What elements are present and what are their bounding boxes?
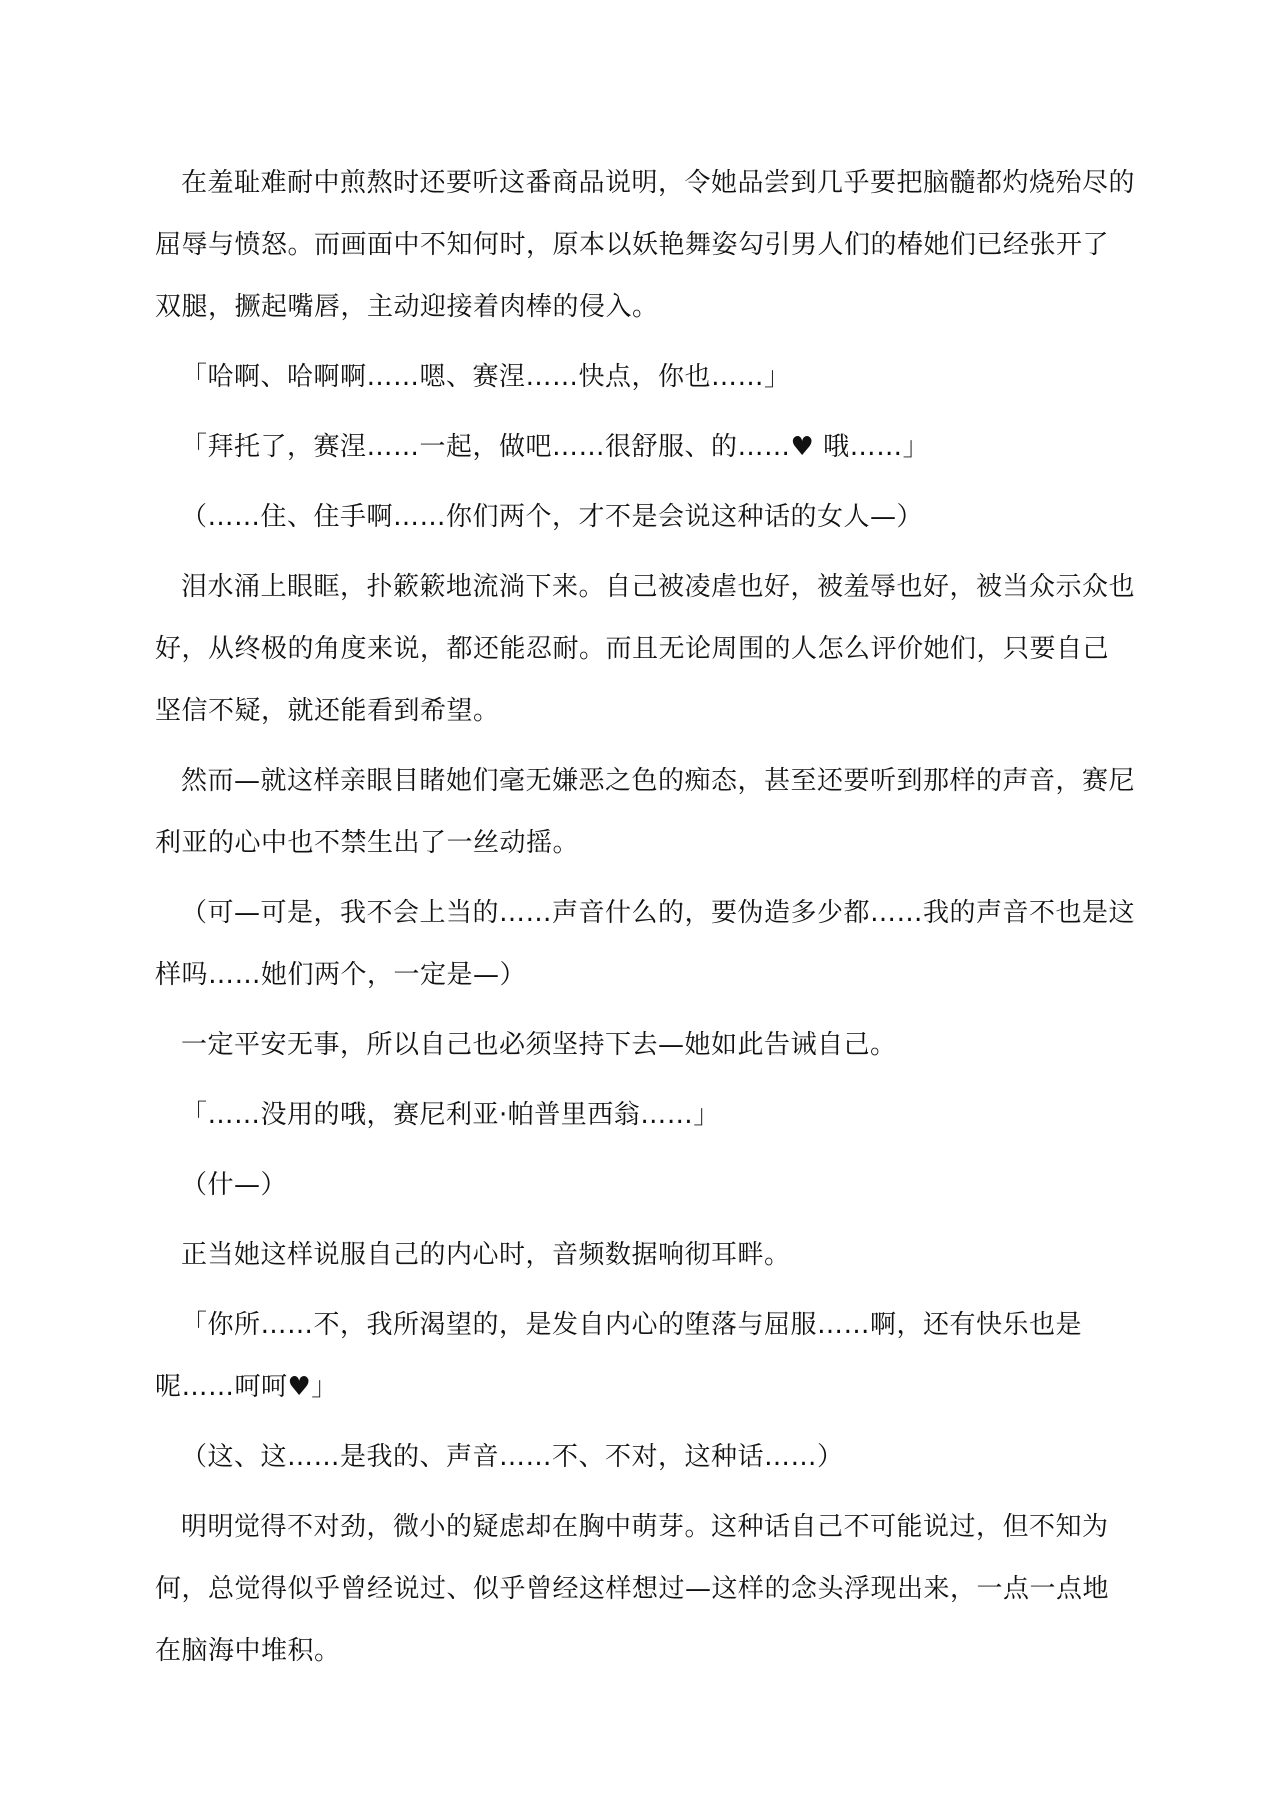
paragraph-1: 在羞耻难耐中煎熬时还要听这番商品说明，令她品尝到几乎要把脑髓都灼烧殆尽的屈辱与愤怒。而画面中不知何时，原本以妖艳舞姿勾引男人们的椿她们已经张开了双腿，撅起嘴唇，主动迎接着肉棒的侵入。 [155, 168, 1136, 322]
text-body [155, 152, 1135, 1690]
paragraph-13: （这、这……是我的、声音……不、不对，这种话……） [181, 1442, 844, 1472]
paragraph-2: 「哈啊、哈啊啊……嗯、赛涅……快点，你也……」 [181, 362, 791, 392]
paragraph-9: 「……没用的哦，赛尼利亚·帕普里西翁……」 [181, 1100, 720, 1130]
paragraph-12: 「你所……不，我所渴望的，是发自内心的堕落与屈服……啊，还有快乐也是呢……呵呵♥」 [155, 1310, 1083, 1402]
paragraph-6: 然而—就这样亲眼目睹她们毫无嫌恶之色的痴态，甚至还要听到那样的声音，赛尼利亚的心中也不禁生出了一丝动摇。 [155, 766, 1136, 858]
paragraph-3: 「拜托了，赛涅……一起，做吧……很舒服、的……♥ 哦……」 [181, 432, 930, 462]
paragraph-14: 明明觉得不对劲，微小的疑虑却在胸中萌芽。这种话自己不可能说过，但不知为何，总觉得似乎曾经说过、似乎曾经这样想过—这样的念头浮现出来，一点一点地在脑海中堆积。 [155, 1512, 1110, 1666]
paragraph-4: （……住、住手啊……你们两个，才不是会说这种话的女人—） [181, 502, 924, 532]
paragraph-10: （什—） [181, 1170, 288, 1200]
paragraph-11: 正当她这样说服自己的内心时，音频数据响彻耳畔。 [181, 1240, 791, 1270]
paragraph-7: （可—可是，我不会上当的……声音什么的，要伪造多少都……我的声音不也是这样吗……她们两个，一定是—） [155, 898, 1136, 990]
paragraph-5: 泪水涌上眼眶，扑簌簌地流淌下来。自己被凌虐也好，被羞辱也好，被当众示众也好，从终极的角度来说，都还能忍耐。而且无论周围的人怎么评价她们，只要自己坚信不疑，就还能看到希望。 [155, 572, 1136, 726]
paragraph-8: 一定平安无事，所以自己也必须坚持下去—她如此告诫自己。 [181, 1030, 897, 1060]
